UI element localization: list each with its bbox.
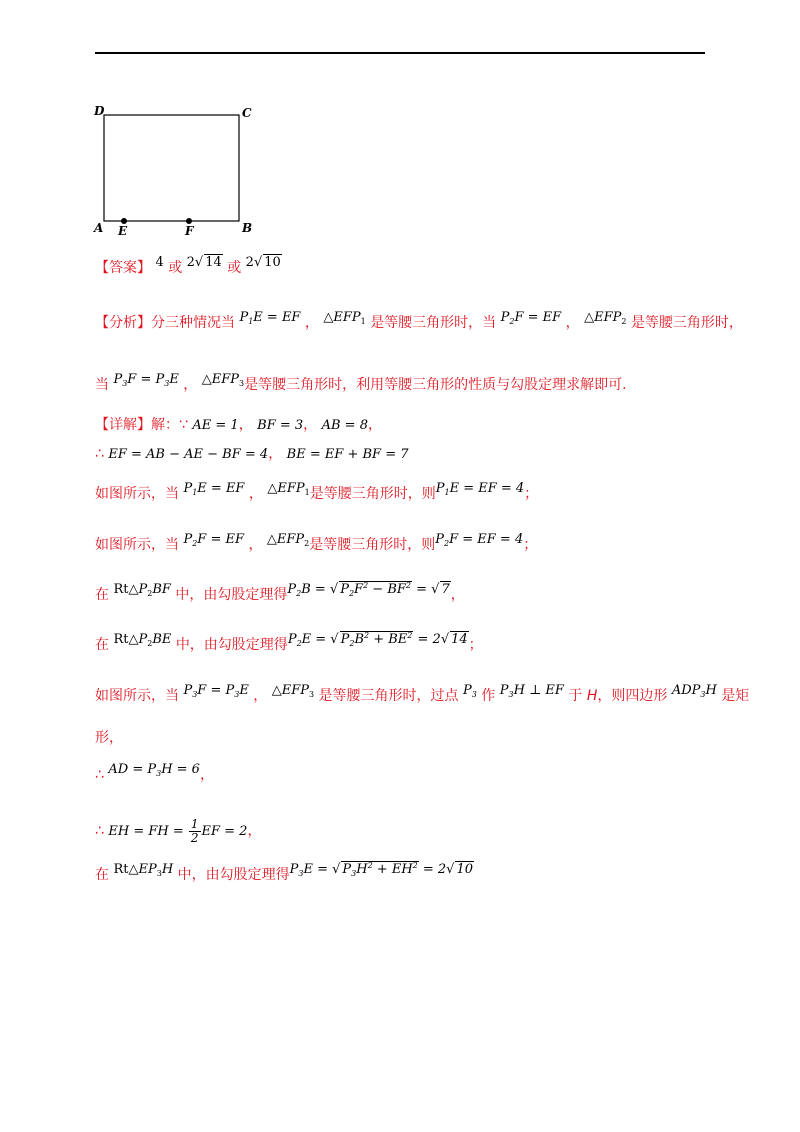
math-tri-efp2: $\triangle EFP_2$	[584, 310, 627, 326]
math-bf-3: BF = 3	[257, 418, 304, 433]
answer-line	[95, 255, 282, 279]
label-b: B	[242, 221, 253, 235]
answer-or-1: 或	[168, 260, 183, 276]
analysis-line-2: 当 $P_3F = P_3E$ ， $\triangle EFP_3$是等腰三角形时，利用等腰三角形的性质与勾股定理求解即可.	[95, 372, 627, 393]
detail-rt-2: 在 $Rt\triangle P_2BE$ 中，由勾股定理得$P_2E$ = √ $P_2B^2 + BE^2 = 2√$ 14；	[95, 631, 483, 653]
answer-tag: 【答案】	[95, 260, 151, 276]
detail-rt-1: 在 $Rt\triangle P_2BF$ 中，由勾股定理得$P_2B$ = √ $P_2F^2 - BF^2$ = √ 7，	[95, 581, 465, 603]
label-d: D	[94, 104, 105, 118]
detail-ad-eq: ∴ AD = $P_3H = 6$，	[95, 762, 214, 783]
math-ad-p3h-6: AD = $P_3H = 6$	[108, 762, 200, 778]
math-p1e-4: $P_1E$ = EF = 4	[435, 481, 525, 497]
math-ab-8: AB = 8	[321, 418, 368, 433]
math-p3f-eq-p3e: $P_3F = P_3E$	[113, 372, 179, 388]
detail-rt-3: 在 $Rt\triangle EP_3H$ 中，由勾股定理得$P_3E$ = √ $P_3H^2 + EH^2 = 2√$ 10	[95, 861, 474, 883]
math-adp3h: $ADP_3H$	[671, 683, 717, 699]
answer-value-3: 2√ 10	[245, 255, 281, 270]
analysis-tag: 【分析】	[95, 315, 151, 331]
detail-line-1: 【详解】解：∵ AE = 1， BF = 3， AB = 8，	[95, 417, 382, 433]
detail-case-3-cont: 形，	[95, 730, 123, 746]
math-tri-efp1: $\triangle EFP_1$	[323, 310, 366, 326]
detail-case-2: 如图所示，当 $P_2F$ = EF ， $\triangle EFP_2$是等腰三角形时，则$P_2F$ = EF = 4；	[95, 532, 538, 553]
math-be-7: BE = EF + BF = 7	[286, 447, 409, 462]
label-a: A	[94, 221, 104, 235]
answer-value-2: 2√ 14	[186, 255, 222, 270]
math-p2f-4: $P_2F$ = EF = 4	[435, 532, 524, 548]
label-e: E	[118, 224, 128, 238]
header-rule	[95, 52, 705, 54]
detail-eh-eq: ∴ EH = FH = $\frac{1}{2}$ EF = 2，	[95, 817, 262, 845]
math-p2e-2sqrt14: $P_2E$ = √ $P_2B^2 + BE^2 = 2√$ 14	[287, 631, 468, 648]
math-p2b-sqrt7: $P_2B$ = √ $P_2F^2 - BF^2$ = √ 7	[287, 581, 450, 598]
detail-tag: 【详解】	[95, 417, 151, 433]
detail-case-3: 如图所示，当 $P_3F = P_3E$ ， $\triangle EFP_3$ 是等腰三角形时，过点 $P_3$ 作 $P_3H$ ⊥ EF 于 H，则四边形 $ADP_3H$ 是矩	[95, 683, 750, 704]
detail-line-2: ∴ EF = AB − AE − BF = 4， BE = EF + BF = 7	[95, 446, 409, 462]
math-p3e-2sqrt10: $P_3E$ = √ $P_3H^2 + EH^2 = 2√$ 10	[289, 861, 474, 878]
detail-case-1: 如图所示，当 $P_1E$ = EF ， $\triangle EFP_1$是等腰三角形时，则$P_1E$ = EF = 4；	[95, 481, 539, 502]
rectangle-abcd	[104, 115, 239, 221]
label-c: C	[242, 106, 252, 120]
answer-value-1: 4	[155, 255, 164, 270]
answer-or-2: 或	[227, 260, 242, 276]
rectangle-figure	[88, 100, 268, 240]
math-p2f-eq-ef: $P_2F$ = EF	[500, 310, 562, 326]
math-ae-1: AE = 1	[192, 418, 239, 433]
math-ef-4: EF = AB − AE − BF = 4	[108, 447, 269, 462]
math-p1e-eq-ef: $P_1E$ = EF	[239, 310, 301, 326]
label-f: F	[185, 224, 194, 238]
math-eh-fh-2: EH = FH = $\frac{1}{2}$ EF = 2	[108, 817, 248, 845]
analysis-line-1: 【分析】分三种情况当 $P_1E$ = EF ， $\triangle EFP_1$ 是等腰三角形时，当 $P_2F$ = EF ， $\triangle EFP_2$ 是等腰三角形时，	[95, 310, 743, 331]
math-p3h-perp-ef: $P_3H$ ⊥ EF	[499, 683, 564, 699]
math-tri-efp3: $\triangle EFP_3$	[201, 372, 245, 388]
